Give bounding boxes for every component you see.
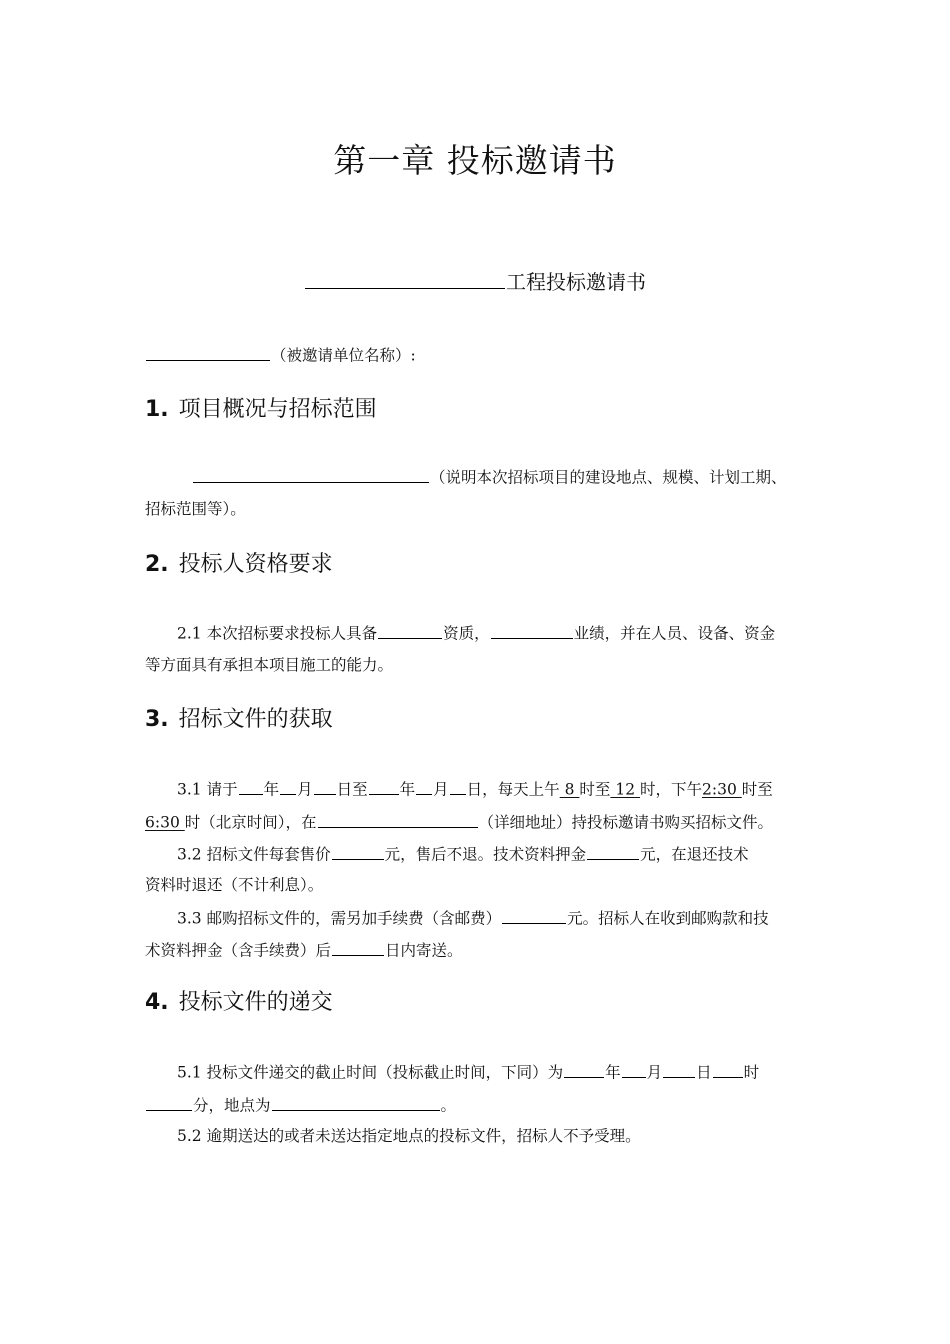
- hour-label: 时: [743, 1063, 760, 1082]
- invitee-name-blank: [146, 344, 270, 361]
- s3-2-text: 3.2 招标文件每套售价: [177, 845, 331, 864]
- subtitle-text: 工程投标邀请书: [506, 270, 646, 294]
- s1-text: （说明本次招标项目的建设地点、规模、计划工期、: [430, 468, 787, 487]
- s1-paragraph-line2: 招标范围等）。: [145, 500, 246, 518]
- deadline-day-blank: [663, 1061, 695, 1078]
- s3-text: （详细地址）持投标邀请书购买招标文件。: [478, 813, 774, 832]
- start-month-blank: [280, 778, 296, 795]
- year-label: 年: [263, 780, 280, 799]
- start-year-blank: [239, 778, 263, 795]
- s1-paragraph-line1: [192, 466, 787, 488]
- s3-1-line1: [177, 778, 773, 800]
- handling-fee-blank: [502, 907, 566, 924]
- addressee-suffix: （被邀请单位名称）:: [271, 346, 416, 365]
- deadline-year-blank: [564, 1061, 604, 1078]
- project-overview-blank: [193, 466, 429, 483]
- address-blank: [318, 811, 478, 828]
- month-label: 月: [433, 780, 449, 799]
- deadline-minute-blank: [146, 1094, 192, 1111]
- section-title: 项目概况与招标范围: [178, 397, 377, 422]
- s3-text: ，每天上午: [482, 780, 560, 799]
- section-heading-4: [145, 985, 333, 1016]
- price-blank: [332, 843, 384, 860]
- section-heading-2: [145, 547, 333, 578]
- section-number: 1.: [145, 397, 169, 422]
- month-label: 月: [297, 780, 313, 799]
- mailing-days-blank: [332, 939, 384, 956]
- s3-3-line2: [145, 939, 463, 961]
- year-label: 年: [605, 1063, 621, 1082]
- deposit-blank: [587, 843, 639, 860]
- s3-1-line2: [145, 811, 773, 833]
- end-day-blank: [450, 778, 466, 795]
- section-number: 4.: [145, 990, 169, 1015]
- s4-1-line2: [145, 1094, 456, 1116]
- s4-text: 分，地点为: [193, 1096, 271, 1115]
- section-title: 投标文件的递交: [178, 990, 333, 1015]
- end-year-blank: [369, 778, 399, 795]
- month-label: 月: [646, 1063, 663, 1082]
- s3-3-text: 3.3 邮购招标文件的，需另加手续费（含邮费）: [177, 909, 502, 928]
- s3-3-text: 日内寄送。: [385, 941, 463, 960]
- performance-blank: [491, 622, 573, 639]
- s4-1-line1: [177, 1061, 759, 1083]
- deadline-month-blank: [622, 1061, 646, 1078]
- s2-paragraph-line1: [177, 622, 775, 644]
- s3-text: 时至: [579, 780, 611, 799]
- s3-2-text: 元，在退还技术: [640, 845, 749, 864]
- day-label: 日: [696, 1063, 712, 1082]
- start-day-blank: [314, 778, 336, 795]
- day-to-label: 日至: [336, 780, 368, 799]
- s4-text: 5.1 投标文件递交的截止时间（投标截止时间，下同）为: [177, 1063, 564, 1082]
- deadline-hour-blank: [713, 1061, 743, 1078]
- s2-text-b: 资质，: [443, 624, 490, 643]
- s3-text: 时至: [741, 780, 773, 799]
- pm-end-time: 6:30: [145, 813, 185, 832]
- qualification-blank: [378, 622, 442, 639]
- section-heading-1: [145, 392, 377, 423]
- s3-3-text: 术资料押金（含手续费）后: [145, 941, 332, 960]
- s4-text: 。: [440, 1096, 457, 1115]
- s3-text: 3.1 请于: [177, 780, 238, 799]
- chapter-title: 第一章 投标邀请书: [333, 141, 617, 180]
- end-month-blank: [416, 778, 432, 795]
- submission-location-blank: [272, 1094, 440, 1111]
- section-heading-3: [145, 702, 333, 733]
- s3-2-line2: 资料时退还（不计利息）。: [145, 876, 324, 894]
- am-end-time: 12: [610, 780, 640, 799]
- am-start-time: 8: [559, 780, 580, 799]
- s3-3-line1: [177, 907, 769, 929]
- s3-text: 时（北京时间），在: [184, 813, 317, 832]
- section-title: 投标人资格要求: [178, 552, 333, 577]
- pm-start-time: 2:30: [702, 780, 742, 799]
- section-title: 招标文件的获取: [178, 707, 333, 732]
- s4-2-line1: 5.2 逾期送达的或者未送达指定地点的投标文件，招标人不予受理。: [177, 1127, 641, 1145]
- s2-text-a: 2.1 本次招标要求投标人具备: [177, 624, 378, 643]
- s3-2-text: 元，售后不退。技术资料押金: [384, 845, 587, 864]
- s2-paragraph-line2: 等方面具有承担本项目施工的能力。: [145, 656, 394, 674]
- year-label: 年: [399, 780, 416, 799]
- s3-3-text: 元。招标人在收到邮购款和技: [567, 909, 769, 928]
- day-label: 日: [466, 780, 483, 799]
- s2-text-c: 业绩，并在人员、设备、资金: [573, 624, 776, 643]
- section-number: 3.: [145, 707, 169, 732]
- project-name-blank: [305, 268, 505, 289]
- document-subtitle: [0, 266, 950, 295]
- s3-text: 时，下午: [640, 780, 703, 799]
- addressee-line: [145, 344, 416, 366]
- section-number: 2.: [145, 552, 169, 577]
- s3-2-line1: [177, 843, 749, 865]
